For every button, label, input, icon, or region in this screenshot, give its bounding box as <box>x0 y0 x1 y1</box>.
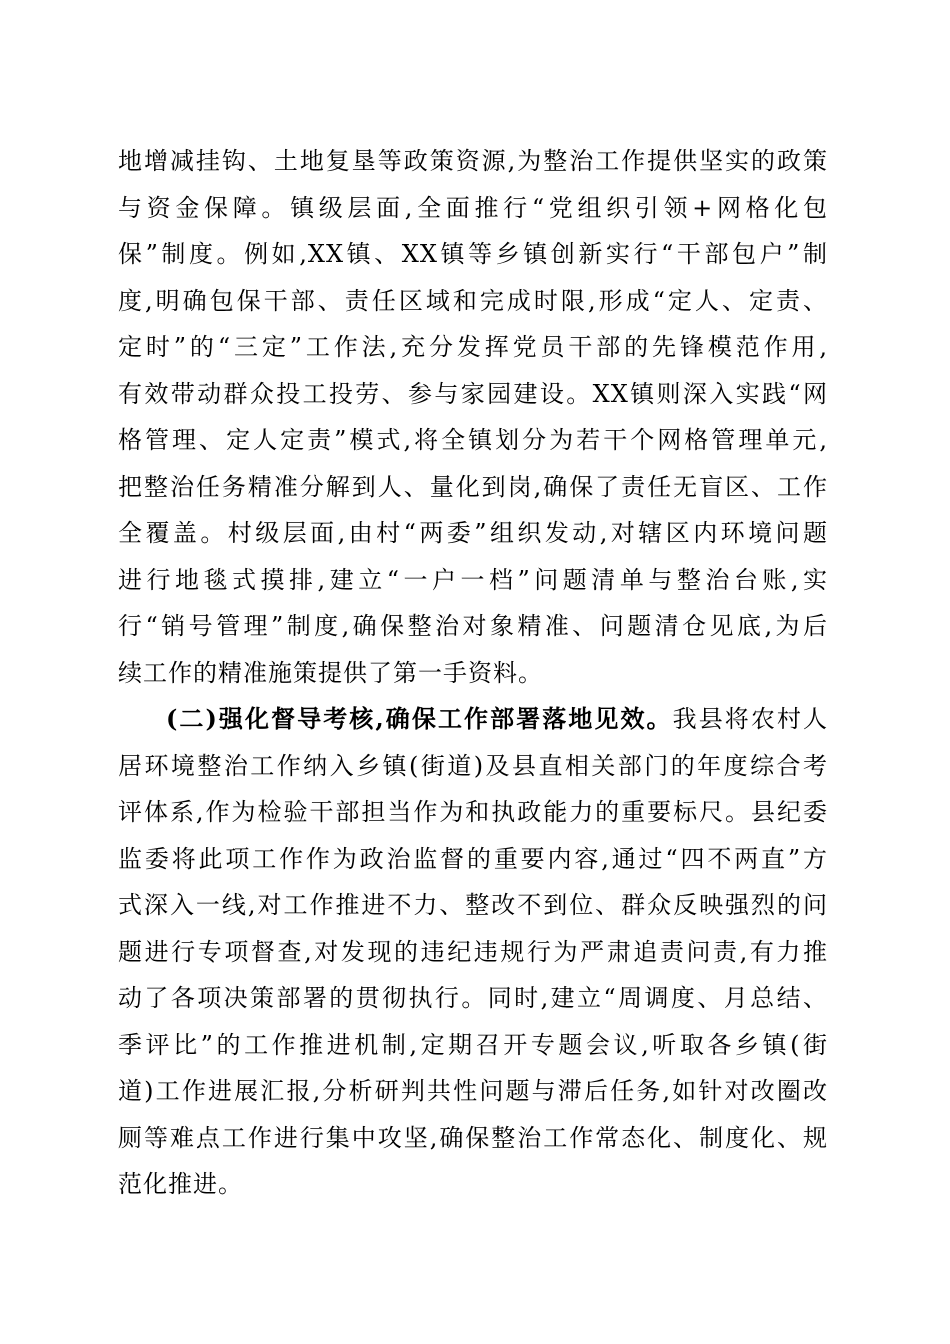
paragraph-line: 进行地毯式摸排,建立“一户一档”问题清单与整治台账,实 <box>118 565 828 594</box>
paragraph-line: 季评比”的工作推进机制,定期召开专题会议,听取各乡镇(街 <box>118 1030 828 1059</box>
paragraph-line: 与资金保障。镇级层面,全面推行“党组织引领+网格化包 <box>118 193 828 222</box>
paragraph-supervision <box>118 696 828 1208</box>
paragraph-line: 题进行专项督查,对发现的违纪违规行为严肃追责问责,有力推 <box>118 937 828 966</box>
paragraph-line: 居环境整治工作纳入乡镇(街道)及县直相关部门的年度综合考 <box>118 751 828 780</box>
paragraph-line: 地增减挂钩、土地复垦等政策资源,为整治工作提供坚实的政策 <box>118 147 828 175</box>
document-body <box>118 138 828 1208</box>
paragraph-line: 范化推进。 <box>118 1170 243 1198</box>
paragraph-line: 行“销号管理”制度,确保整治对象精准、问题清仓见底,为后 <box>118 612 828 640</box>
paragraph-line: 道)工作进展汇报,分析研判共性问题与滞后任务,如针对改圈改 <box>118 1077 828 1105</box>
paragraph-line: 把整治任务精准分解到人、量化到岗,确保了责任无盲区、工作 <box>118 472 828 501</box>
paragraph-line: 定时”的“三定”工作法,充分发挥党员干部的先锋模范作用, <box>118 333 828 361</box>
paragraph-line: 格管理、定人定责”模式,将全镇划分为若干个网格管理单元, <box>118 426 828 454</box>
paragraph-first-line <box>118 696 828 743</box>
paragraph-line: 续工作的精准施策提供了第一手资料。 <box>118 658 543 687</box>
paragraph-line: 式深入一线,对工作推进不力、整改不到位、群众反映强烈的问 <box>118 891 828 919</box>
paragraph-line: 厕等难点工作进行集中攻坚,确保整治工作常态化、制度化、规 <box>118 1123 828 1152</box>
paragraph-line: 保”制度。例如,XX镇、XX镇等乡镇创新实行“干部包户”制 <box>118 240 828 268</box>
paragraph-resource-guarantee <box>118 138 828 696</box>
paragraph-text: 我县将农村人 <box>672 705 828 733</box>
paragraph-line: 监委将此项工作作为政治监督的重要内容,通过“四不两直”方 <box>118 844 828 873</box>
paragraph-line: 动了各项决策部署的贯彻执行。同时,建立“周调度、月总结、 <box>118 984 828 1012</box>
paragraph-line: 评体系,作为检验干部担当作为和执政能力的重要标尺。县纪委 <box>118 798 828 826</box>
paragraph-line: 度,明确包保干部、责任区域和完成时限,形成“定人、定责、 <box>118 286 828 315</box>
paragraph-line: 有效带动群众投工投劳、参与家园建设。XX镇则深入实践“网 <box>118 379 828 408</box>
paragraph-line: 全覆盖。村级层面,由村“两委”组织发动,对辖区内环境问题 <box>118 519 828 547</box>
section-heading: (二)强化督导考核,确保工作部署落地见效。 <box>166 704 673 733</box>
